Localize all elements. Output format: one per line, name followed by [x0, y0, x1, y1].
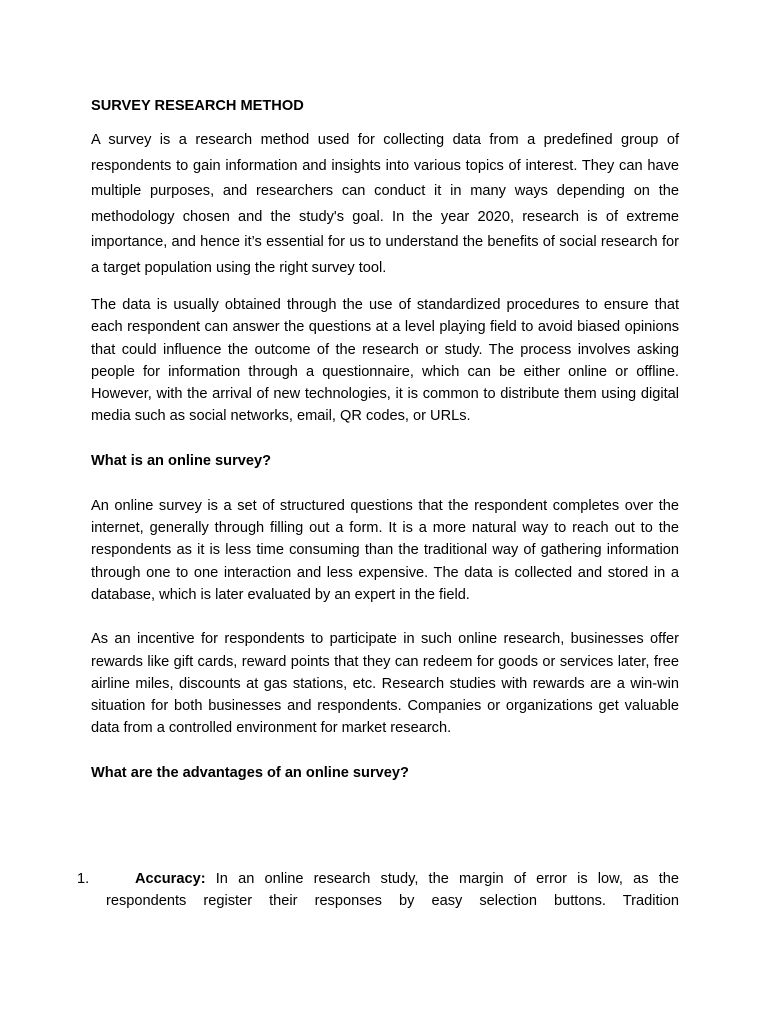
list-item-number: 1.	[77, 871, 90, 887]
paragraph-incentives: As an incentive for respondents to participate in such online research, businesses offer rewards like gift cards, reward points that they can redeem for goods or services later, free airline miles, discounts at gas stations, etc. Research studies with rewards are a win-win situation for both businesses and respondents. Companies or organizations get valuable data from a controlled environment for market research.	[91, 631, 679, 737]
paragraph-online-survey-definition: An online survey is a set of structured questions that the respondent completes over the internet, generally through filling out a form. It is a more natural way to reach out to the respondents as it is less time consuming than the traditional way of gathering information through one to one interaction and less expensive. The data is collected and stored in a database, which is later evaluated by an expert in the field.	[91, 497, 679, 603]
heading-advantages: What are the advantages of an online survey?	[91, 764, 409, 781]
document-title: SURVEY RESEARCH METHOD	[91, 98, 304, 114]
document-page	[91, 96, 679, 807]
list-item-text: In an online research study, the margin of error is low, as the respondents register their responses by easy selection buttons. Tradition	[106, 871, 679, 910]
list-item	[77, 868, 679, 913]
paragraph-survey-definition: A survey is a research method used for collecting data from a predefined group of respondents to gain information and insights into various topics of interest. They can have multiple purposes, and researchers can conduct it in many ways depending on the methodology chosen and the study's goal. In the year 2020, research is of extreme importance, and hence it’s essential for us to understand the benefits of social research for a target population using the right survey tool.	[91, 132, 679, 276]
list-item-term: Accuracy:	[135, 871, 206, 887]
heading-online-survey: What is an online survey?	[91, 452, 272, 469]
paragraph-data-collection: The data is usually obtained through the use of standardized procedures to ensure that each respondent can answer the questions at a level playing field to avoid biased opinions that could influence the outcome of the research or study. The process involves asking people for information through a questionnaire, which can be either online or offline. However, with the arrival of new technologies, it is common to distribute them using digital media such as social networks, email, QR codes, or URLs.	[91, 297, 679, 425]
advantages-list	[77, 868, 679, 913]
